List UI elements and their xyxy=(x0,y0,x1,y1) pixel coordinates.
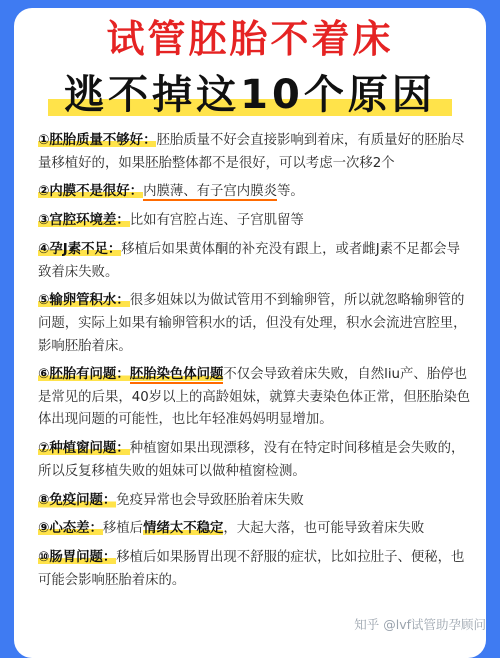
reason-10 xyxy=(38,547,472,592)
reason-7 xyxy=(38,438,472,483)
reason-1-text: 胚胎质量不好会直接影响到着床，有质量好的胚胎尽量移植好的，如果胚胎整体都不是很好，可以考虑一次移2个 xyxy=(38,133,465,171)
reason-9-pre: 移植后 xyxy=(102,521,144,537)
reason-9-text: ，大起大落，也可能导致着床失败 xyxy=(223,521,425,537)
reason-8-label: ⑧免疫问题： xyxy=(38,492,117,508)
reason-4 xyxy=(38,239,472,284)
reason-2-text: 等。 xyxy=(276,184,304,200)
reason-9-label: ⑨心态差： xyxy=(38,521,103,537)
reason-7-label: ⑦种植窗问题： xyxy=(38,441,130,457)
reason-9 xyxy=(38,518,472,541)
reason-9-highlight: 情绪太不稳定 xyxy=(143,521,224,537)
reason-1-label: ①胚胎质量不够好： xyxy=(38,133,157,148)
reason-6-text: 不仅会导致着床失败，自然liu产、胎停也是常见的后果，40岁以上的高龄姐妹，就算夫妻染色体正常，但胚胎染色体出现问题的可能性，也比年轻准妈妈明显增加。 xyxy=(38,367,471,428)
reason-2-underlined: 内膜薄、有子宫内膜炎 xyxy=(143,184,277,200)
reason-5 xyxy=(38,290,472,358)
title-line-2: 逃不掉这10个原因 xyxy=(48,70,452,120)
reasons-list xyxy=(38,130,472,599)
reason-1 xyxy=(38,130,472,175)
title-line-1: 试管胚胎不着床 xyxy=(106,17,394,61)
reason-2 xyxy=(38,181,472,204)
reason-7-text: 种植窗如果出现漂移，没有在特定时间移植是会失败的，所以反复移植失败的姐妹可以做种植窗检测。 xyxy=(38,441,465,479)
reason-6-highlight: 胚胎染色体问题 xyxy=(129,367,224,383)
reason-8 xyxy=(38,490,472,513)
reason-6 xyxy=(38,364,472,432)
reason-3 xyxy=(38,210,472,233)
reason-10-label: ⑩肠胃问题： xyxy=(38,550,117,566)
reason-4-label: ④孕J素不足： xyxy=(38,241,122,257)
title-line-2-wrap xyxy=(0,70,500,120)
reason-3-label: ③宫腔环境差： xyxy=(38,213,130,229)
reason-6-label: ⑥胚胎有问题： xyxy=(38,367,130,383)
reason-2-label: ②内膜不是很好： xyxy=(38,184,144,200)
reason-4-text: 移植后如果黄体酮的补充没有跟上，或者雌J素不足都会导致着床失败。 xyxy=(38,241,460,280)
watermark: 知乎 @lvf试管助孕顾问 xyxy=(354,617,486,632)
reason-5-label: ⑤输卵管积水： xyxy=(38,293,130,309)
reason-5-text: 很多姐妹以为做试管用不到输卵管，所以就忽略输卵管的问题，实际上如果有输卵管积水的话，但没有处理，积水会流进宫腔里，影响胚胎着床。 xyxy=(38,293,467,354)
reason-8-text: 免疫异常也会导致胚胎着床失败 xyxy=(116,492,304,508)
reason-3-text: 比如有宫腔占连、子宫肌留等 xyxy=(129,213,304,229)
reason-10-text: 移植后如果肠胃出现不舒服的症状，比如拉肚子、便秘，也可能会影响胚胎着床的。 xyxy=(38,550,465,588)
